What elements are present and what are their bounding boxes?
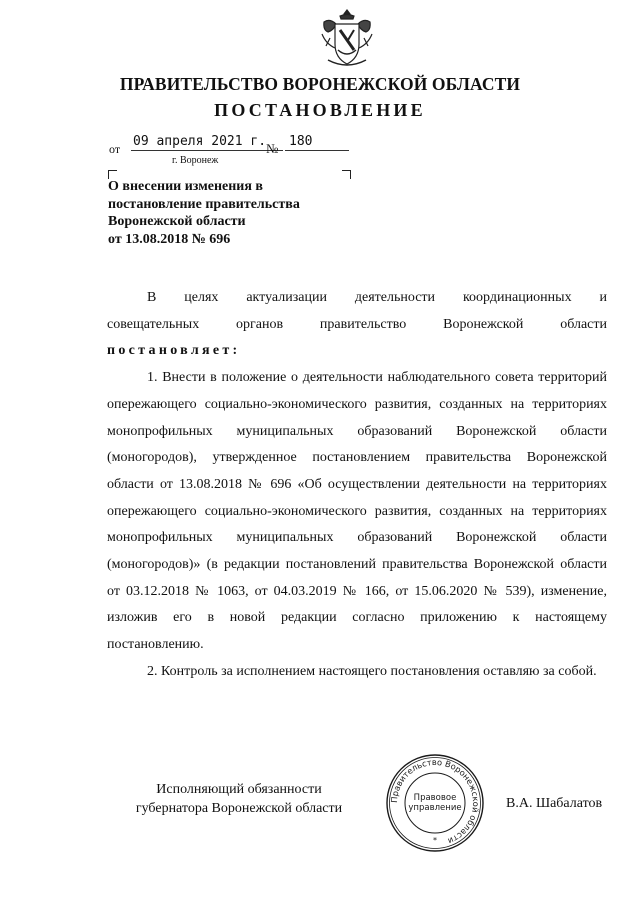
signatory-position [108,780,370,818]
subject-line: постановление правительства [108,196,300,212]
subject-line: Воронежской области [108,214,246,230]
position-line: Исполняющий обязанности [156,782,322,797]
document-date: 09 апреля 2021 г. [131,134,283,151]
subject-line: от 13.08.2018 № 696 [108,232,231,248]
document-type-title: ПОСТАНОВЛЕНИЕ [214,100,426,120]
position-line: губернатора Воронежской области [135,801,343,816]
city-label: г. Воронеж [172,155,219,166]
document-body [107,285,607,686]
document-number: 180 [285,134,349,151]
svg-text:*: * [433,836,437,845]
preamble-line: В целях актуализации деятельности координационных и [147,290,607,305]
clause-2: 2. Контроль за исполнением настоящего постановления оставляю за собой. [147,663,597,679]
official-stamp [384,752,486,854]
number-label: № [266,141,279,156]
clause-1: 1. Внести в положение о деятельности наблюдательного совета территорий опережающего социально-экономического развития, созданных на территориях монопрофильных муниципальных образований Воронежской области (моногородов), утвержденное постановлением правительства Воронежской области от 13.08.2018 № 696 «Об осуществлении деятельности на территориях опережающего социально-экономического развития, созданных на территориях монопрофильных муниципальных образований Воронежской области (моногородов)» (в редакции постановлений правительства Воронежской области от 03.12.2018 № 1063, от 04.03.2019 № 166, от 15.06.2020 № 539), изменение, изложив его в новой редакции согласно приложению к настоящему постановлению. [107,370,607,653]
preamble-line: совещательных органов правительство Воронежской области [107,316,607,332]
signer-name: В.А. Шабалатов [506,796,603,811]
svg-text:Правовое: Правовое [413,793,457,803]
coat-of-arms-icon [318,8,376,70]
svg-text:Правительство Воронежской обла: Правительство Воронежской области [388,756,482,847]
decree-word: постановляет: [107,343,241,359]
document-meta-row [109,134,359,154]
svg-text:управление: управление [408,803,462,813]
date-label: от [109,142,121,156]
organization-title: ПРАВИТЕЛЬСТВО ВОРОНЕЖСКОЙ ОБЛАСТИ [119,74,521,94]
document-subject [108,178,348,249]
subject-line: О внесении изменения в [108,179,263,194]
